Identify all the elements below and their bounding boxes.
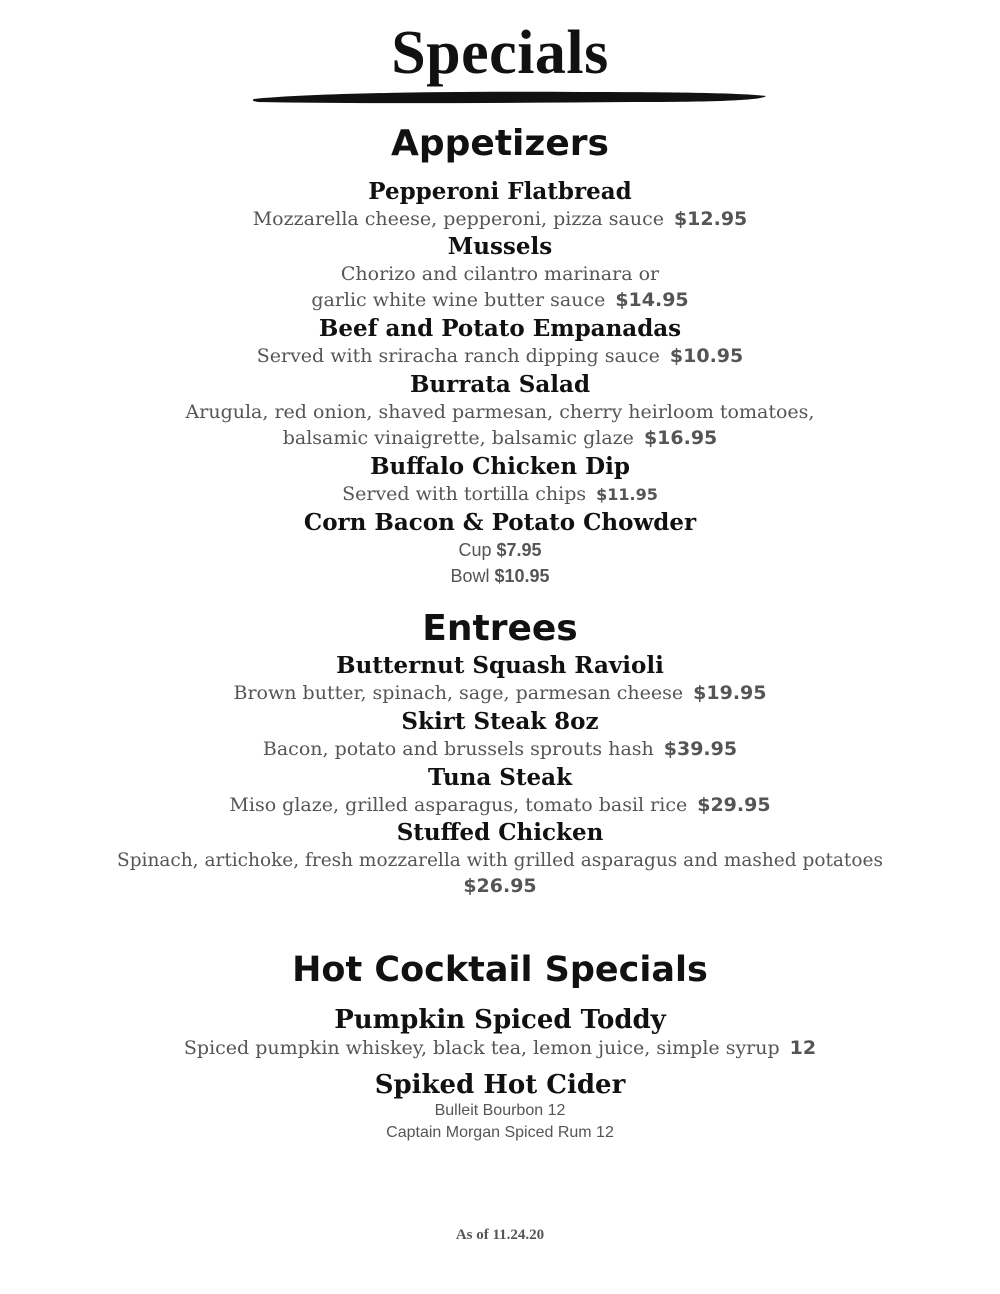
item-name-beef-potato-empanadas: Beef and Potato Empanadas xyxy=(318,315,682,342)
item-price: $10.95 xyxy=(669,345,744,367)
item-price: $14.95 xyxy=(615,289,689,311)
brush-stroke-divider xyxy=(252,90,768,106)
chowder-bowl-option: Bowl $10.95 xyxy=(450,566,550,586)
item-desc-pepperoni-flatbread: Mozzarella cheese, pepperoni, pizza sauce $12.95 xyxy=(252,208,748,230)
item-name-pumpkin-spiced-toddy: Pumpkin Spiced Toddy xyxy=(334,1005,666,1035)
item-desc-tuna-steak: Miso glaze, grilled asparagus, tomato basil rice $29.95 xyxy=(229,794,771,816)
item-price: $11.95 xyxy=(596,485,658,504)
item-name-tuna-steak: Tuna Steak xyxy=(427,764,573,791)
item-name-butternut-squash-ravioli: Butternut Squash Ravioli xyxy=(336,652,664,679)
page-title: Specials xyxy=(391,19,609,87)
item-desc-pumpkin-spiced-toddy: Spiced pumpkin whiskey, black tea, lemon juice, simple syrup 12 xyxy=(183,1037,817,1059)
section-heading-appetizers: Appetizers xyxy=(391,123,609,164)
item-name-spiked-hot-cider: Spiked Hot Cider xyxy=(374,1070,626,1100)
item-price: $12.95 xyxy=(673,208,748,230)
item-name-burrata-salad: Burrata Salad xyxy=(409,371,591,398)
item-name-stuffed-chicken: Stuffed Chicken xyxy=(396,819,604,846)
item-desc-burrata-salad-line2: balsamic vinaigrette, balsamic glaze $16.95 xyxy=(282,427,718,449)
item-desc-burrata-salad-line1: Arugula, red onion, shaved parmesan, cherry heirloom tomatoes, xyxy=(185,401,815,423)
item-price: $39.95 xyxy=(663,738,738,760)
item-name-mussels: Mussels xyxy=(447,233,553,260)
chowder-cup-option: Cup $7.95 xyxy=(458,540,542,560)
section-heading-hot-cocktails: Hot Cocktail Specials xyxy=(292,950,708,990)
item-desc-beef-potato-empanadas: Served with sriracha ranch dipping sauce $10.95 xyxy=(256,345,744,367)
item-price: 12 xyxy=(789,1037,817,1059)
item-desc-stuffed-chicken: Spinach, artichoke, fresh mozzarella with grilled asparagus and mashed potatoes xyxy=(117,850,883,871)
item-desc-mussels-line2: garlic white wine butter sauce $14.95 xyxy=(311,289,689,311)
item-name-buffalo-chicken-dip: Buffalo Chicken Dip xyxy=(370,453,630,480)
item-price: $10.95 xyxy=(494,566,550,586)
item-price-stuffed-chicken: $26.95 xyxy=(463,875,537,897)
item-name-corn-bacon-potato-chowder: Corn Bacon & Potato Chowder xyxy=(303,509,697,536)
cider-option-rum: Captain Morgan Spiced Rum 12 xyxy=(386,1124,614,1141)
item-name-skirt-steak: Skirt Steak 8oz xyxy=(401,708,599,735)
date-footer: As of 11.24.20 xyxy=(455,1227,545,1243)
item-desc-mussels-line1: Chorizo and cilantro marinara or xyxy=(340,263,660,285)
cider-option-bourbon: Bulleit Bourbon 12 xyxy=(434,1102,566,1119)
item-desc-butternut-squash-ravioli: Brown butter, spinach, sage, parmesan cheese $19.95 xyxy=(233,682,767,704)
section-heading-entrees: Entrees xyxy=(422,608,578,649)
item-price: $16.95 xyxy=(643,427,718,449)
item-price: $19.95 xyxy=(693,682,767,704)
item-desc-skirt-steak: Bacon, potato and brussels sprouts hash $39.95 xyxy=(262,738,738,760)
item-name-pepperoni-flatbread: Pepperoni Flatbread xyxy=(368,178,632,205)
item-price: $29.95 xyxy=(697,794,771,816)
item-desc-buffalo-chicken-dip: Served with tortilla chips $11.95 xyxy=(342,483,658,505)
item-price: $7.95 xyxy=(496,540,542,560)
